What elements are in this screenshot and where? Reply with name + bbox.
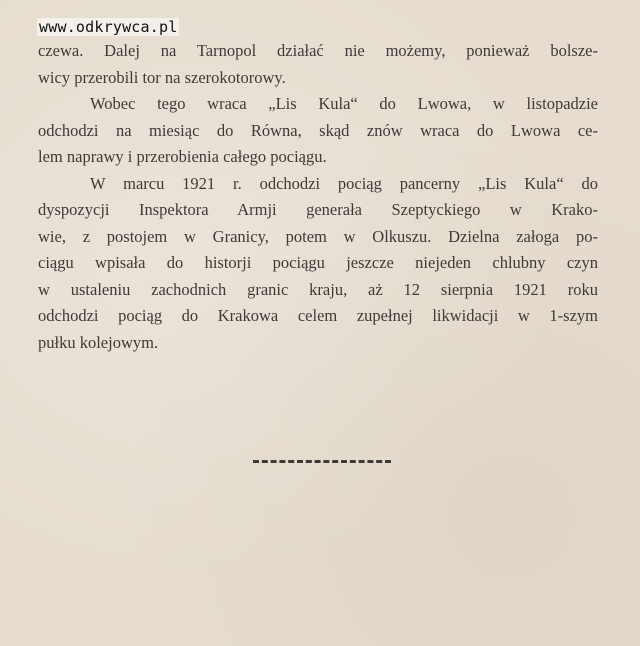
text-line: czewa. Dalej na Tarnopol działać nie możemy, ponieważ bolsze- bbox=[38, 41, 598, 60]
paragraph-3 bbox=[38, 171, 598, 357]
text-line: wicy przerobili tor na szerokotorowy. bbox=[38, 67, 286, 87]
section-separator bbox=[253, 460, 391, 463]
document-text bbox=[38, 38, 598, 356]
text-line: odchodzi na miesiąc do Równa, skąd znów wraca do Lwowa ce- bbox=[38, 120, 598, 140]
paragraph-1 bbox=[38, 38, 598, 91]
text-line: odchodzi pociąg do Krakowa celem zupełnej likwidacji w 1-szym bbox=[38, 306, 598, 325]
text-line: W marcu 1921 r. odchodzi pociąg pancerny „Lis Kula“ do bbox=[90, 173, 598, 193]
text-line: dyspozycji Inspektora Armji generała Szeptyckiego w Krako- bbox=[38, 200, 598, 219]
text-line: Wobec tego wraca „Lis Kula“ do Lwowa, w listopadzie bbox=[90, 94, 598, 113]
paragraph-2 bbox=[38, 91, 598, 171]
text-line: ciągu wpisała do historji pociągu jeszcze niejeden chlubny czyn bbox=[38, 253, 598, 272]
watermark-url: www.odkrywca.pl bbox=[39, 18, 178, 36]
text-line: w ustaleniu zachodnich granic kraju, aż 12 sierpnia 1921 roku bbox=[38, 279, 598, 299]
text-line: lem naprawy i przerobienia całego pociągu. bbox=[38, 147, 327, 166]
text-line: pułku kolejowym. bbox=[38, 332, 159, 352]
text-line: wie, z postojem w Granicy, potem w Olkuszu. Dzielna załoga po- bbox=[38, 226, 598, 246]
